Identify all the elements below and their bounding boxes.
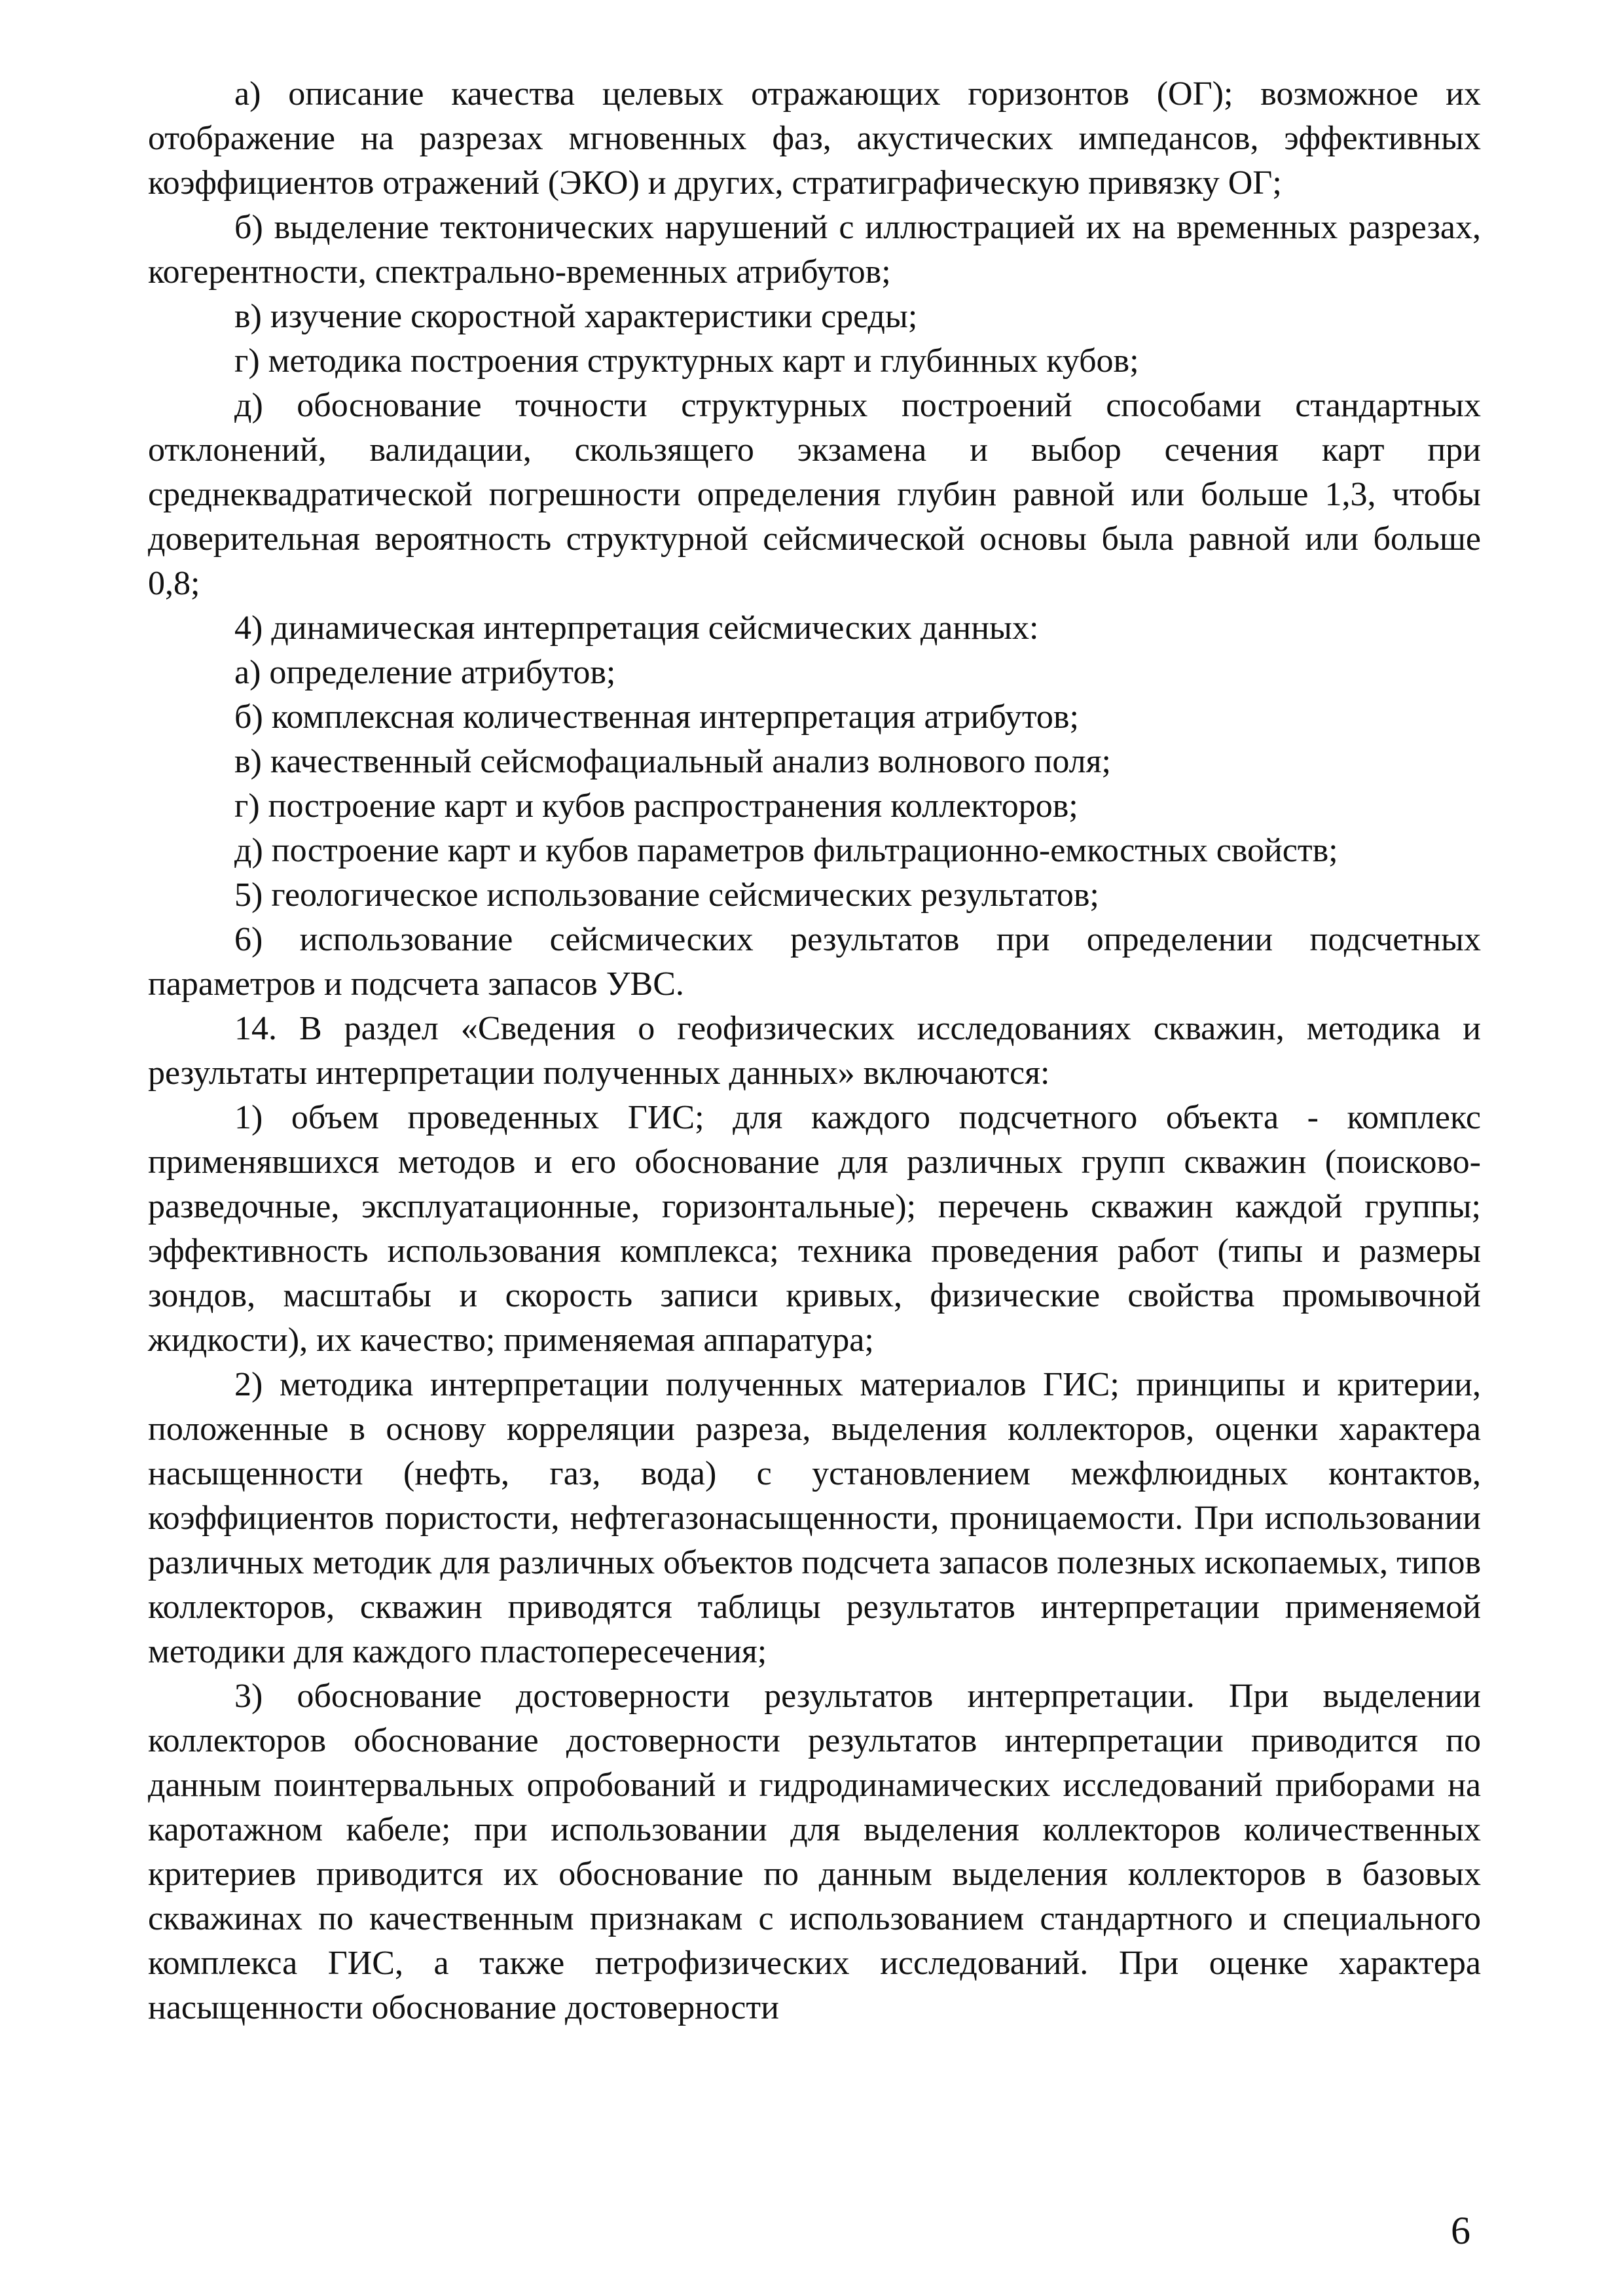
paragraph-item-4-dynamic-interpretation: 4) динамическая интерпретация сейсмических данных: [234,609,1039,647]
paragraph-item-a-og-description: а) описание качества целевых отражающих горизонтов (ОГ); возможное их отображение на разрезах мгновенных фаз, акустических импедансов, эффективных коэффициентов отражений (ЭКО) и других, стратиграфическую привязку ОГ; [148,75,1481,202]
paragraph-item-d-porosity-permeability-maps: д) построение карт и кубов параметров фильтрационно-емкостных свойств; [234,832,1338,869]
paragraph-item-6-reserves-use: 6) использование сейсмических результатов при определении подсчетных параметров и подсчета запасов УВС. [148,921,1481,1003]
page-number: 6 [1451,2209,1470,2252]
paragraph-item-v-velocity-study: в) изучение скоростной характеристики среды; [234,298,918,335]
paragraph-item-1-gis-volume: 1) объем проведенных ГИС; для каждого подсчетного объекта - комплекс применявшихся методов и его обоснование для различных групп скважин (поисково-разведочные, эксплуатационные, горизонтальные); перечень скважин каждой группы; эффективность использования комплекса; техника проведения работ (типы и размеры зондов, масштабы и скорость записи кривых, физические свойства промывочной жидкости), их качество; применяемая аппаратура; [148,1099,1481,1359]
paragraph-item-2-gis-methodology: 2) методика интерпретации полученных материалов ГИС; принципы и критерии, положенные в основу корреляции разреза, выделения коллекторов, оценки характера насыщенности (нефть, газ, вода) с установлением межфлюидных контактов, коэффициентов пористости, нефтегазонасыщенности, проницаемости. При использовании различных методик для различных объектов подсчета запасов полезных ископаемых, типов коллекторов, скважин приводятся таблицы результатов интерпретации применяемой методики для каждого пластопересечения; [148,1366,1481,1670]
document-body [148,72,1481,2030]
paragraph-item-5-geological-use: 5) геологическое использование сейсмических результатов; [234,876,1099,914]
paragraph-item-a-attributes: а) определение атрибутов; [234,654,616,691]
paragraph-item-v-seismofacies: в) качественный сейсмофациальный анализ волнового поля; [234,743,1111,780]
paragraph-item-d-accuracy-justification: д) обоснование точности структурных построений способами стандартных отклонений, валидации, скользящего экзамена и выбор сечения карт при среднеквадратической погрешности определения глубин равной или больше 1,3, чтобы доверительная вероятность структурной сейсмической основы была равной или больше 0,8; [148,387,1481,602]
paragraph-item-b-quantitative-interpretation: б) комплексная количественная интерпретация атрибутов; [234,698,1079,736]
paragraph-item-g-structural-maps: г) методика построения структурных карт и глубинных кубов; [234,342,1139,380]
paragraph-item-g-reservoir-maps: г) построение карт и кубов распространения коллекторов; [234,787,1078,825]
paragraph-item-3-reliability: 3) обоснование достоверности результатов интерпретации. При выделении коллекторов обоснование достоверности результатов интерпретации приводится по данным поинтервальных опробований и гидродинамических исследований приборами на каротажном кабеле; при использовании для выделения коллекторов количественных критериев приводится их обоснование по данным выделения коллекторов в базовых скважинах по качественным признакам с использованием стандартного и специального комплекса ГИС, а также петрофизических исследований. При оценке характера насыщенности обоснование достоверности [148,1677,1481,2026]
paragraph-item-b-tectonic-faults: б) выделение тектонических нарушений с иллюстрацией их на временных разрезах, когерентности, спектрально-временных атрибутов; [148,209,1481,291]
paragraph-section-14-header: 14. В раздел «Сведения о геофизических исследованиях скважин, методика и результаты интерпретации полученных данных» включаются: [148,1010,1481,1092]
